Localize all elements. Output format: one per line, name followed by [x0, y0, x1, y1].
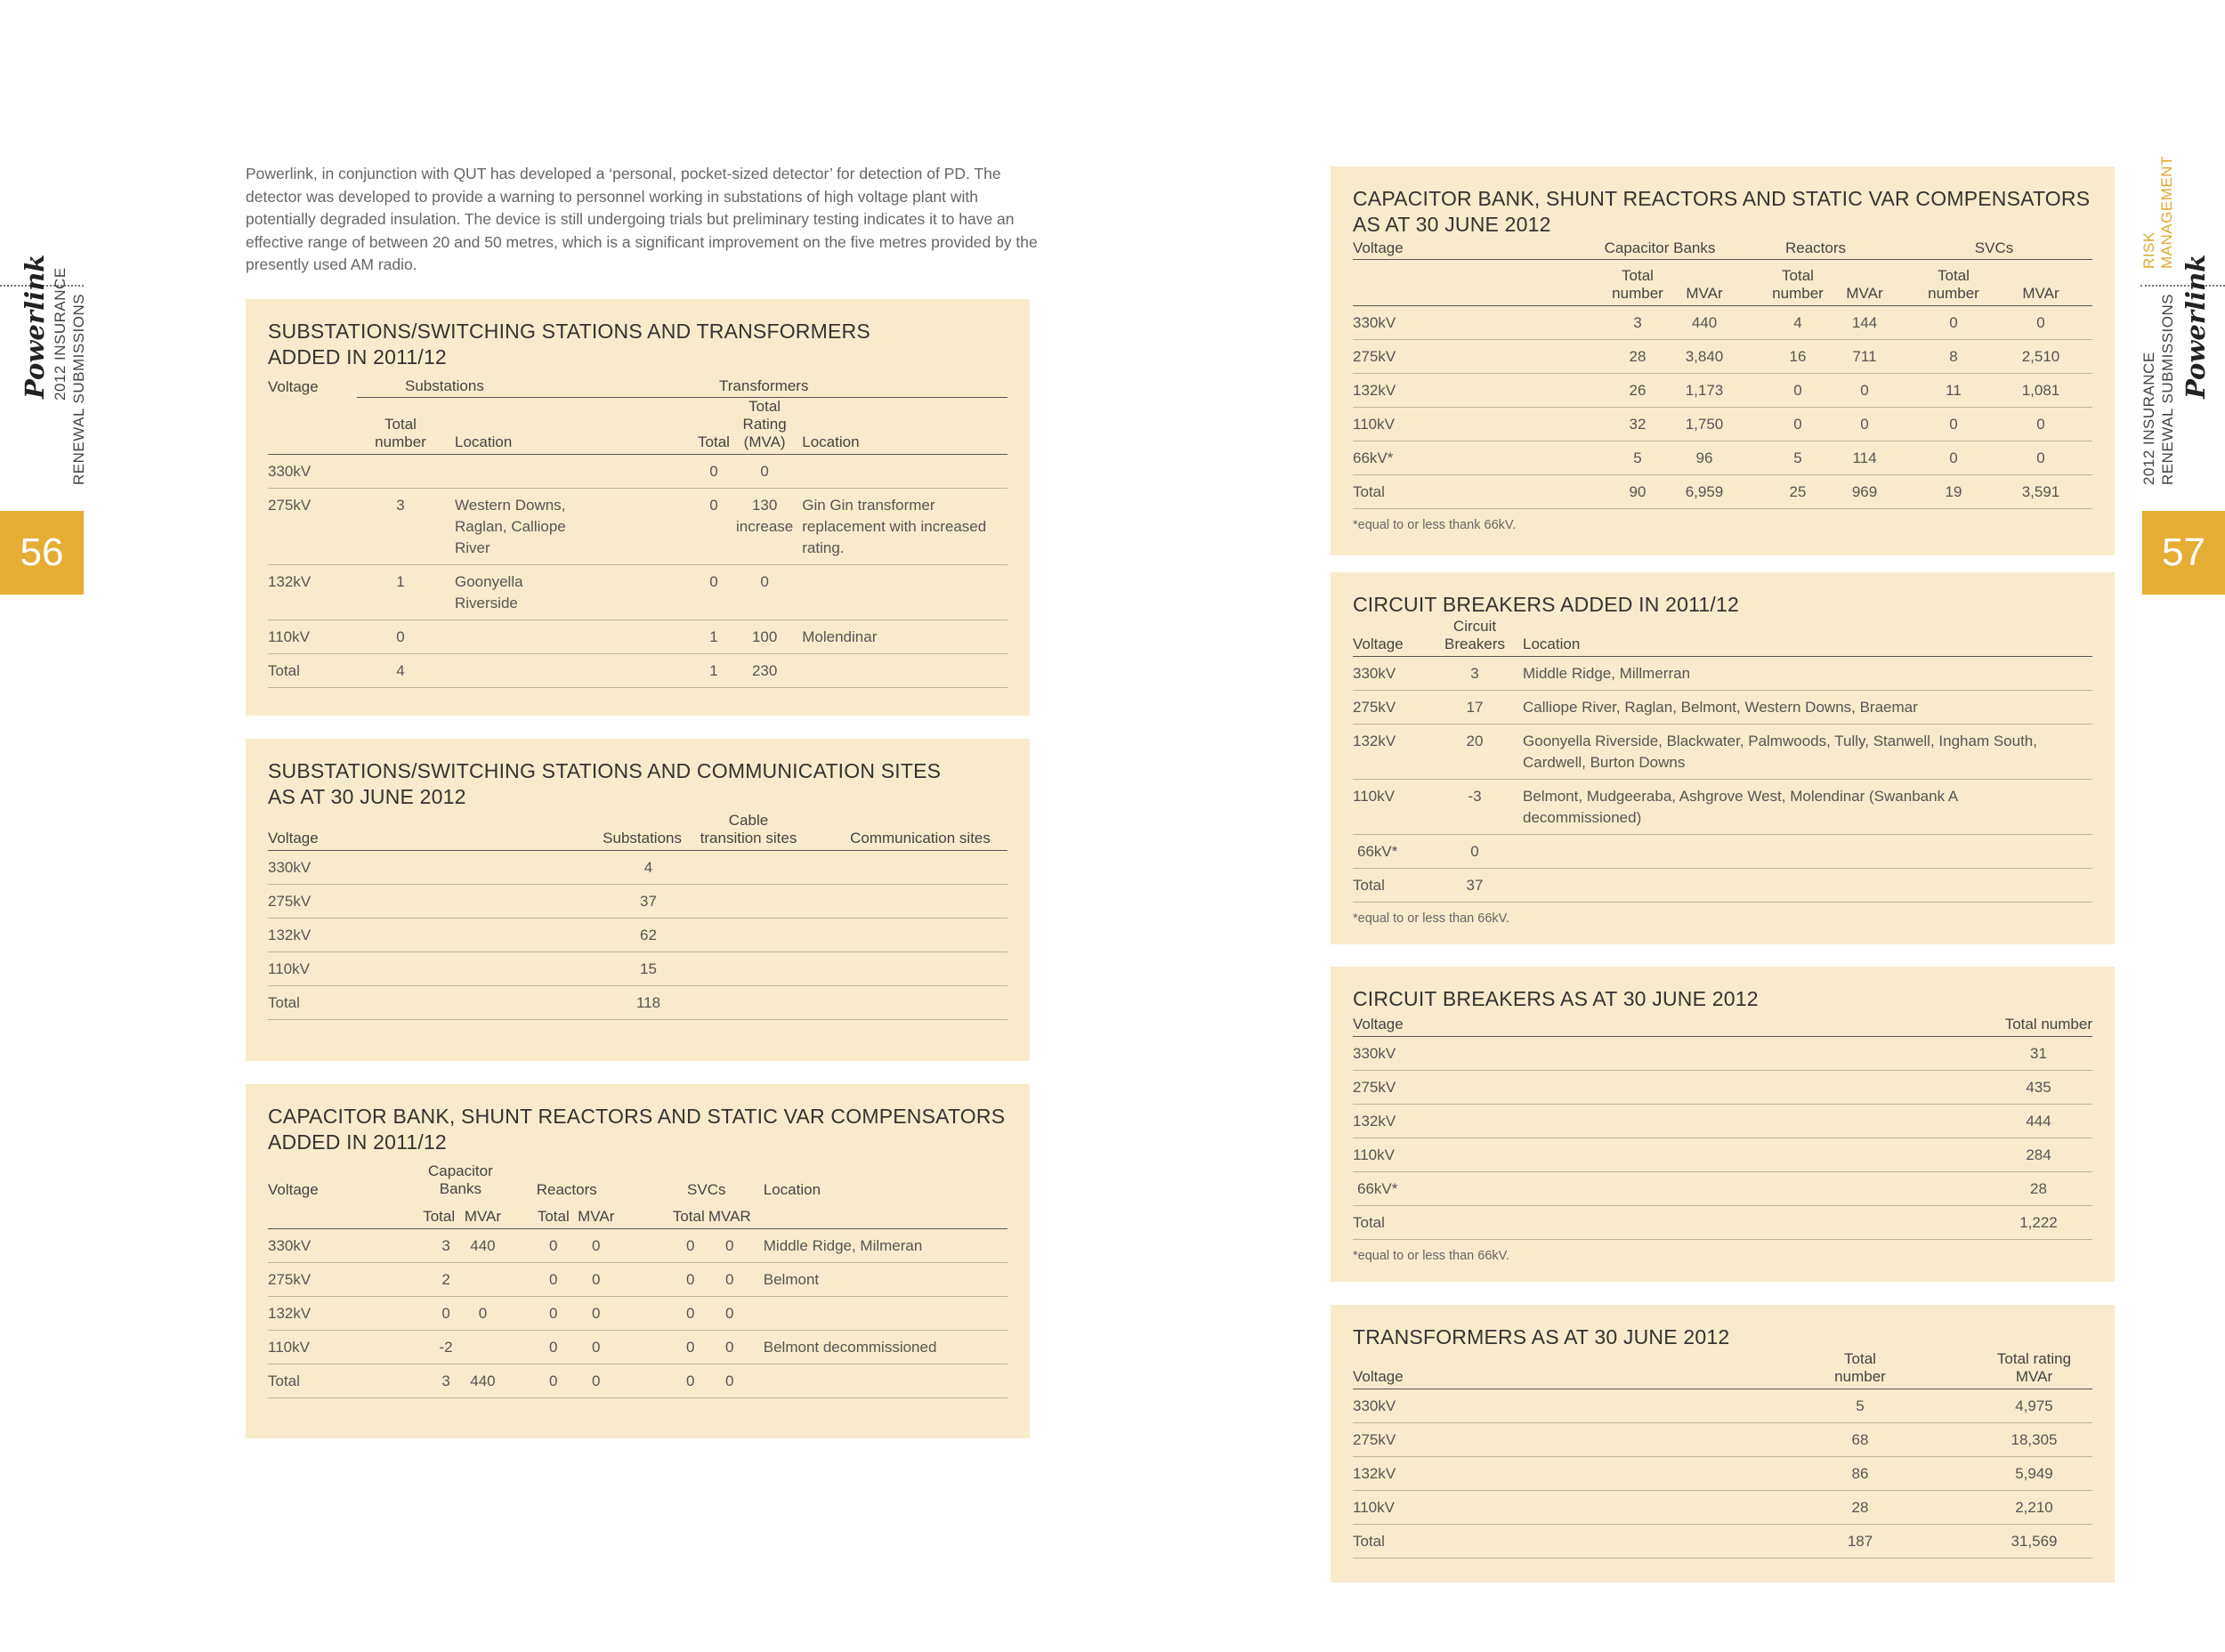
col-sub-location: Location: [444, 398, 692, 455]
col-voltage: Voltage: [1353, 618, 1428, 657]
table-row: 132kV 62: [268, 919, 1007, 952]
col-svc-total: Total: [623, 1201, 705, 1229]
col-location: Location: [1521, 618, 2092, 657]
panel-capacitor-as-at: [1331, 166, 2115, 555]
table-row: 330kV 3 440 4 144 0 0: [1353, 306, 2092, 340]
table-row: Total 3 440 0 0 0 0: [268, 1365, 1007, 1398]
col-cap-total: Total: [410, 1201, 455, 1229]
col-group-substations: Substations: [357, 377, 692, 398]
col-group-capacitor-banks: Capacitor Banks: [1584, 239, 1736, 260]
left-page-number: 56: [0, 511, 84, 595]
table-row: 110kV 15: [268, 952, 1007, 986]
table-row: 110kV -3 Belmont, Mudgeeraba, Ashgrove West, Molendinar (Swanbank A decommissioned): [1353, 780, 2092, 835]
panel-transformers-as-at: [1331, 1305, 2115, 1583]
table-capacitor-added: [268, 1162, 1007, 1398]
col-voltage: Voltage: [1353, 1350, 1798, 1389]
table-row: 132kV 20 Goonyella Riverside, Blackwater, Palmwoods, Tully, Stanwell, Ingham South, Cardwell, Burton Downs: [1353, 725, 2092, 780]
table-row: Total 1,222: [1353, 1206, 2092, 1240]
table-row: Total 4 1 230: [268, 654, 1007, 688]
footnote: *equal to or less than 66kV.: [1353, 911, 1510, 926]
col-cap-mvar: MVAr: [1673, 260, 1736, 306]
right-doc-title-line2: RENEWAL SUBMISSIONS: [2159, 293, 2176, 485]
table-row: 275kV 3 Western Downs, Raglan, Calliope River 0 130 increase Gin Gin transformer replacement with increased rating.: [268, 489, 1007, 565]
col-svc-mvar: MVAr: [1989, 260, 2092, 306]
table-row: 330kV 5 4,975: [1353, 1389, 2092, 1423]
table-capacitor-as-at: [1353, 239, 2092, 509]
intro-paragraph: Powerlink, in conjunction with QUT has developed a ‘personal, pocket-sized detector’ for detection of PD. The detector was developed to provide a warning to personnel working in substations of high voltage plant with potentially degraded insulation. The device is still undergoing trials but preliminary testing indicates it to have an effective range of between 20 and 50 metres, which is a significant improvement on the five metres provided by the presently used AM radio.: [246, 165, 1038, 273]
col-group-svcs: SVCs: [687, 1181, 726, 1198]
table-row: 66kV* 28: [1353, 1172, 2092, 1206]
col-tr-location: Location: [793, 398, 1007, 455]
table-row: 330kV 3 Middle Ridge, Millmerran: [1353, 657, 2092, 691]
table-row: 110kV 32 1,750 0 0 0 0: [1353, 408, 2092, 441]
panel-title: CIRCUIT BREAKERS AS AT 30 JUNE 2012: [1353, 987, 1759, 1010]
table-circuit-breakers-added: [1353, 618, 2092, 903]
footnote: *equal to or less thank 66kV.: [1353, 518, 1517, 532]
panel-title: SUBSTATIONS/SWITCHING STATIONS AND COMMUNICATION SITES AS AT 30 JUNE 2012: [268, 759, 942, 808]
panel-substations-transformers-added: [246, 299, 1030, 716]
table-row: 132kV 86 5,949: [1353, 1457, 2092, 1491]
table-row: 275kV 28 3,840 16 711 8 2,510: [1353, 340, 2092, 374]
footnote: *equal to or less than 66kV.: [1353, 1249, 1510, 1263]
table-row: 330kV 3 440 0 0 0 0 Middle Ridge, Milmeran: [268, 1229, 1007, 1263]
col-voltage: Voltage: [268, 1181, 319, 1198]
col-group-capacitor-banks: Capacitor Banks: [428, 1162, 493, 1197]
right-section-risk: RISK: [2140, 231, 2157, 269]
col-voltage: Voltage: [268, 377, 319, 395]
table-row: 275kV 2 0 0 0 0 Belmont: [268, 1263, 1007, 1297]
col-group-transformers: Transformers: [692, 377, 1007, 398]
table-row: Total 37: [1353, 869, 2092, 903]
col-group-reactors: Reactors: [1736, 239, 1896, 260]
right-section-management: MANAGEMENT: [2158, 156, 2175, 269]
table-row: 110kV -2 0 0 0 0 Belmont decommissioned: [268, 1331, 1007, 1365]
table-row: 275kV 68 18,305: [1353, 1423, 2092, 1457]
right-brand-logo: Powerlink: [2180, 254, 2211, 399]
table-row: 132kV 0 0 0 0 0 0: [268, 1297, 1007, 1331]
col-cable-transition: Cable transition sites: [682, 812, 797, 851]
table-row: 330kV 0 0: [268, 455, 1007, 489]
panel-title: TRANSFORMERS AS AT 30 JUNE 2012: [1353, 1325, 1730, 1348]
panel-circuit-breakers-added: [1331, 572, 2115, 944]
table-row: 110kV 284: [1353, 1138, 2092, 1172]
col-voltage: Voltage: [268, 812, 553, 851]
col-total-number: Total number: [1798, 1350, 1922, 1389]
col-reactor-total-number: Total number: [1736, 260, 1833, 306]
col-reactor-mvar: MVAr: [570, 1201, 623, 1229]
col-group-reactors: Reactors: [536, 1181, 597, 1198]
panel-substations-communication-sites: [246, 739, 1030, 1061]
table-row: 132kV 1 Goonyella Riverside 0 0: [268, 565, 1007, 620]
col-cap-mvar: MVAr: [455, 1201, 511, 1229]
left-brand-logo: Powerlink: [20, 254, 50, 399]
col-reactor-mvar: MVAr: [1833, 260, 1896, 306]
right-doc-title-line1: 2012 INSURANCE: [2140, 352, 2157, 485]
table-row: 110kV 0 1 100 Molendinar: [268, 620, 1007, 654]
col-voltage: Voltage: [1353, 239, 1584, 260]
col-tr-total: Total: [692, 398, 736, 455]
table-row: 110kV 28 2,210: [1353, 1491, 2092, 1525]
table-row: Total 118: [268, 986, 1007, 1020]
table-row: 275kV 17 Calliope River, Raglan, Belmont, Western Downs, Braemar: [1353, 691, 2092, 725]
table-row: 330kV 31: [1353, 1037, 2092, 1071]
col-svc-mvar: MVAR: [705, 1201, 755, 1229]
col-sub-total-number: Total number: [357, 398, 444, 455]
table-circuit-breakers-as-at: [1353, 1016, 2092, 1240]
panel-title: CAPACITOR BANK, SHUNT REACTORS AND STATIC VAR COMPENSATORS AS AT 30 JUNE 2012: [1353, 187, 2091, 236]
panel-title: CIRCUIT BREAKERS ADDED IN 2011/12: [1353, 593, 1739, 616]
panel-circuit-breakers-as-at: [1331, 967, 2115, 1282]
col-communication-sites: Communication sites: [797, 812, 1007, 851]
col-tr-rating: Total Rating (MVA): [736, 398, 793, 455]
table-substations-communication-sites: [268, 812, 1007, 1020]
table-row: Total 187 31,569: [1353, 1525, 2092, 1559]
panel-title: CAPACITOR BANK, SHUNT REACTORS AND STATIC VAR COMPENSATORS ADDED IN 2011/12: [268, 1105, 1006, 1154]
col-total-rating: Total rating MVAr: [1922, 1350, 2092, 1389]
table-row: 132kV 26 1,173 0 0 11 1,081: [1353, 374, 2092, 408]
right-page-number: 57: [2142, 511, 2225, 595]
table-row: Total 90 6,959 25 969 19 3,591: [1353, 475, 2092, 509]
table-row: 66kV* 0: [1353, 835, 2092, 869]
col-substations: Substations: [553, 812, 682, 851]
col-reactor-total: Total: [511, 1201, 570, 1229]
col-location: Location: [763, 1181, 821, 1198]
panel-title: SUBSTATIONS/SWITCHING STATIONS AND TRANSFORMERS ADDED IN 2011/12: [268, 320, 870, 368]
panel-capacitor-added: [246, 1084, 1030, 1438]
left-doc-title-line2: RENEWAL SUBMISSIONS: [70, 293, 87, 485]
col-voltage: Voltage: [1353, 1016, 1887, 1037]
table-row: 275kV 435: [1353, 1071, 2092, 1105]
col-group-svcs: SVCs: [1896, 239, 2092, 260]
left-doc-title-line1: 2012 INSURANCE: [52, 267, 69, 401]
col-svc-total-number: Total number: [1896, 260, 1989, 306]
col-circuit-breakers: Circuit Breakers: [1428, 618, 1521, 657]
table-row: 275kV 37: [268, 885, 1007, 919]
col-cap-total-number: Total number: [1584, 260, 1673, 306]
table-row: 132kV 444: [1353, 1105, 2092, 1138]
table-row: 330kV 4: [268, 851, 1007, 885]
table-row: 66kV* 5 96 5 114 0 0: [1353, 441, 2092, 475]
col-total-number: Total number: [1887, 1016, 2092, 1037]
table-transformers-as-at: [1353, 1350, 2092, 1559]
table-substations-transformers-added: [268, 377, 1007, 688]
